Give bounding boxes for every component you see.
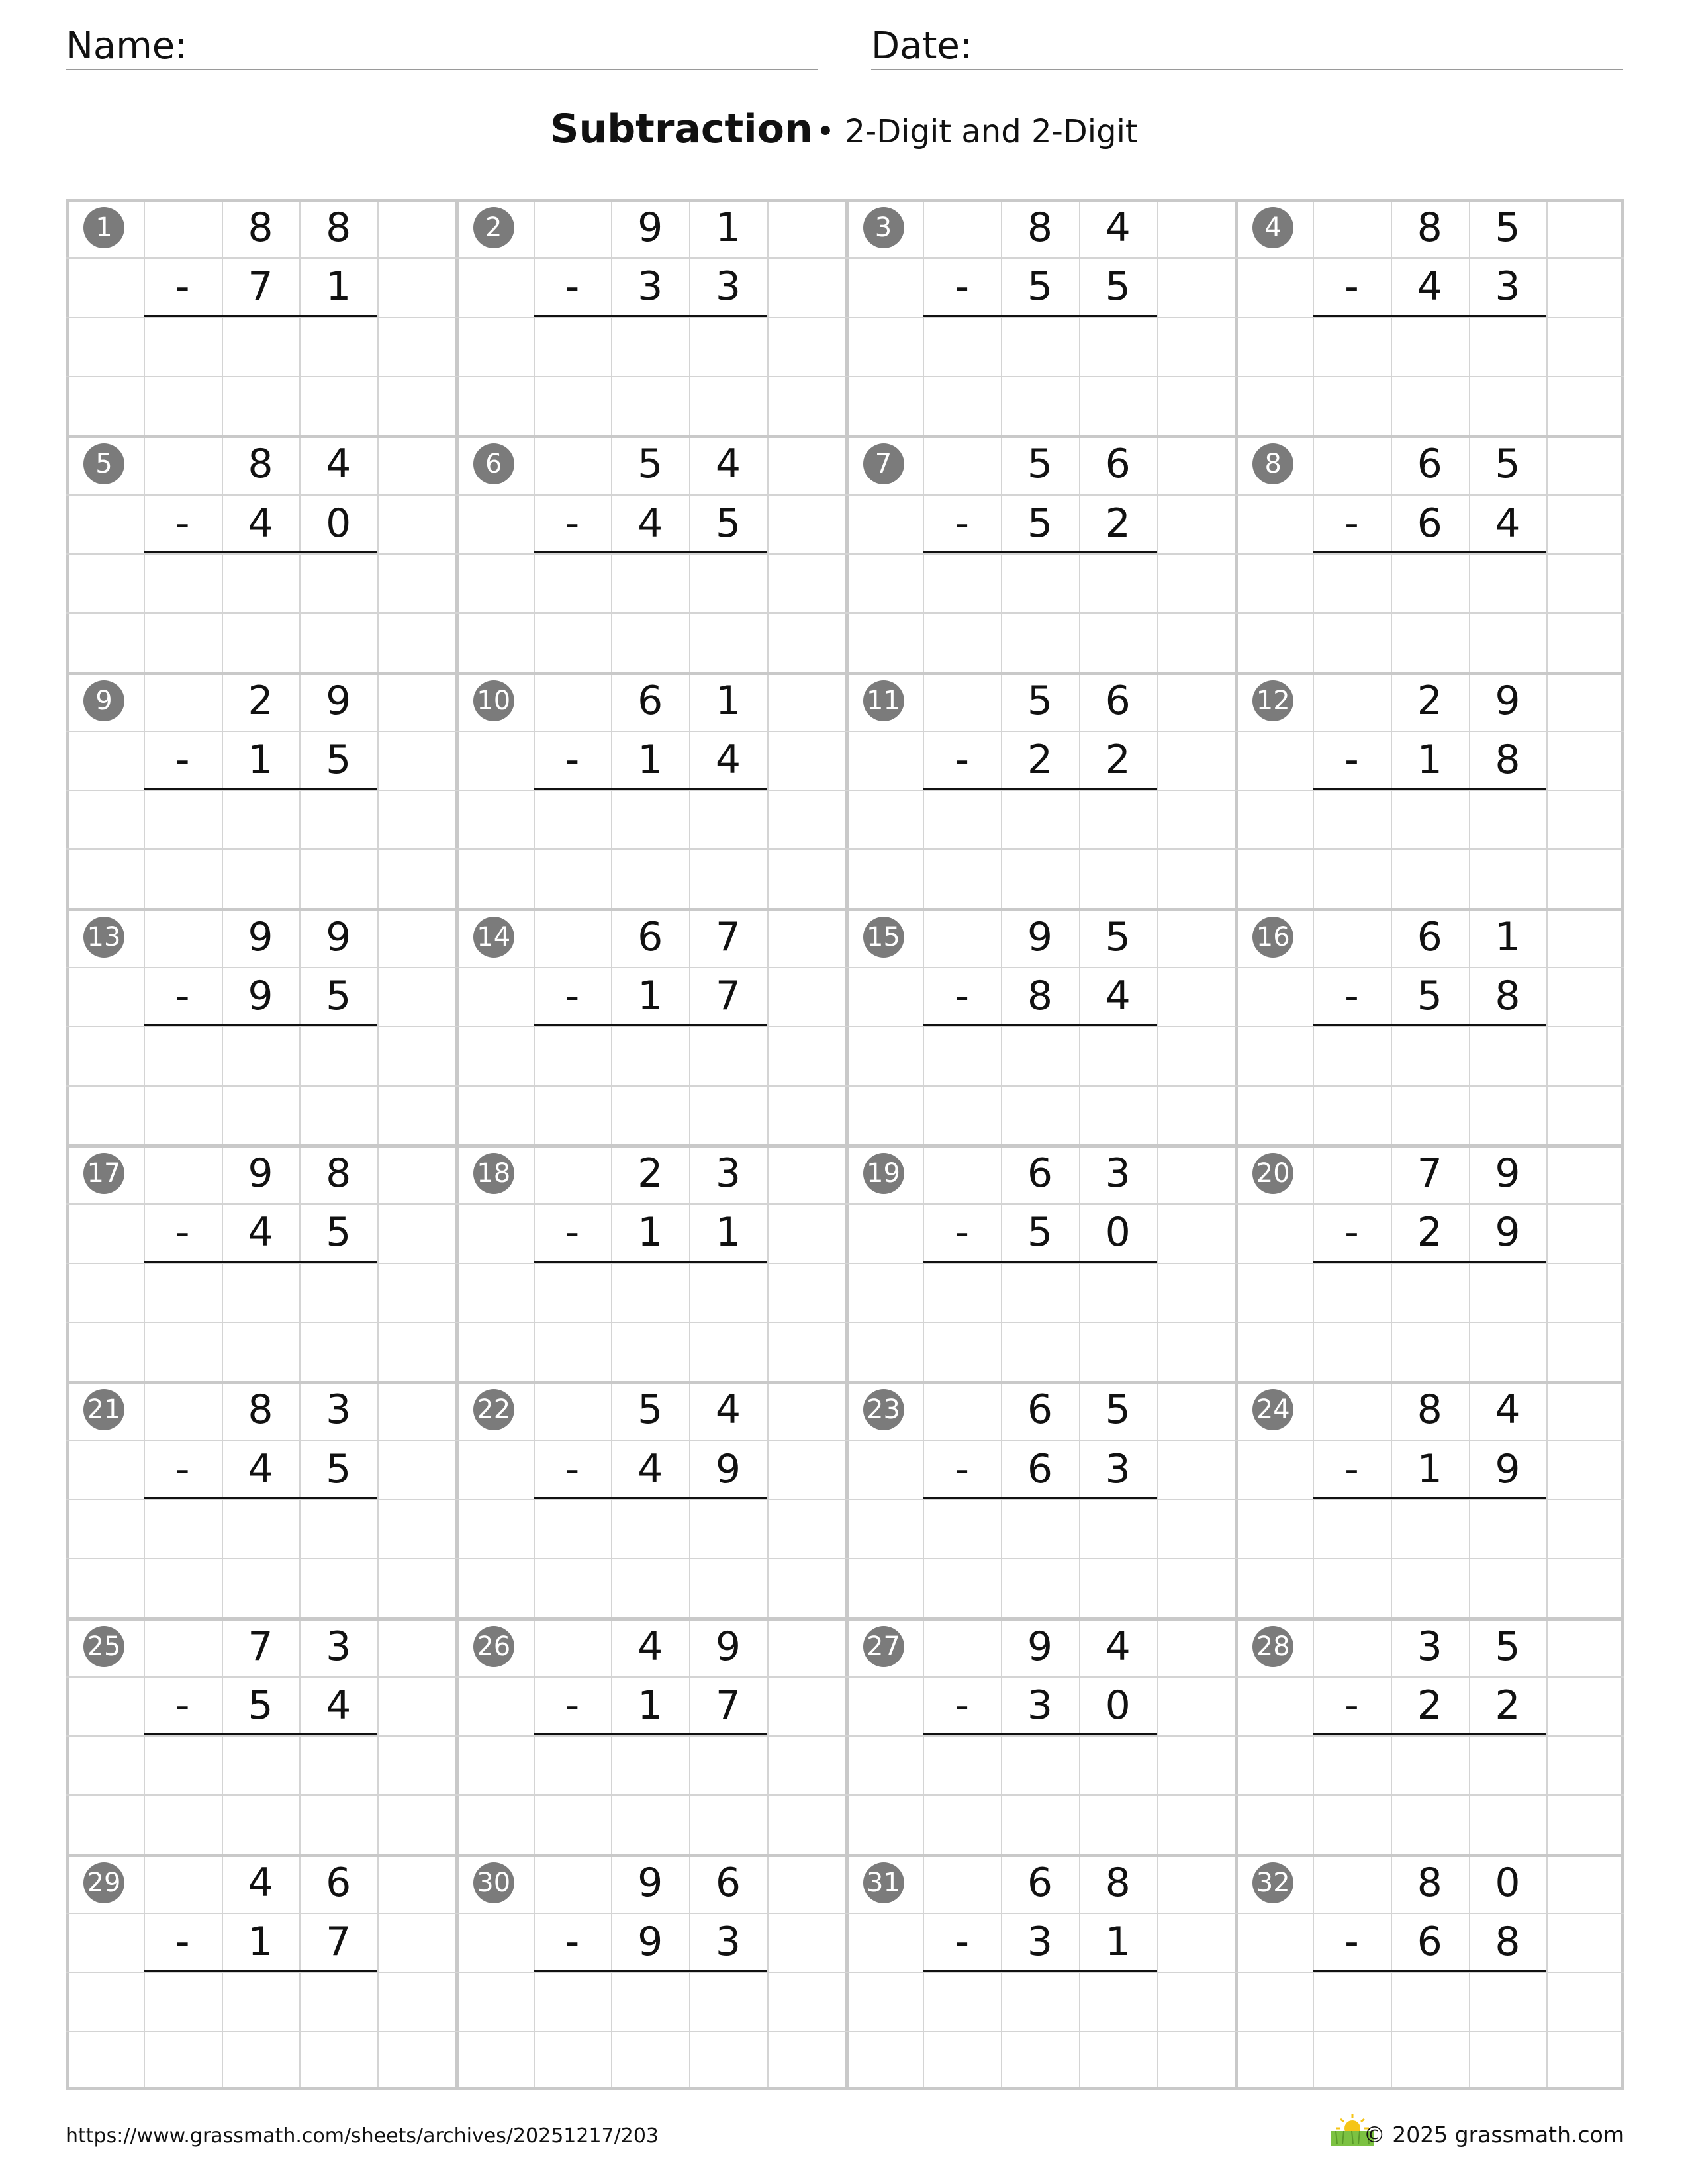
minuend-ones-digit: 7: [715, 913, 741, 960]
footer-url: https://www.grassmath.com/sheets/archives/20251217/203: [66, 2124, 659, 2148]
subtrahend-ones-digit: 8: [1495, 1919, 1521, 1966]
minus-sign: -: [955, 1919, 970, 1966]
subtrahend-tens-digit: 6: [1417, 1919, 1442, 1966]
answer-area[interactable]: [1313, 1026, 1546, 1144]
minuend-tens-digit: 5: [637, 441, 663, 488]
problem-number-badge: 4: [1252, 207, 1293, 248]
minuend-tens-digit: 5: [1027, 677, 1053, 724]
problem: [66, 1617, 455, 1853]
problem: [845, 672, 1235, 907]
minus-sign: -: [565, 1919, 580, 1966]
answer-area[interactable]: [144, 1026, 377, 1144]
minuend-tens-digit: 8: [248, 441, 273, 488]
problem-number-badge: 28: [1252, 1626, 1293, 1667]
minus-sign: -: [955, 1209, 970, 1256]
minuend-tens-digit: 5: [1027, 441, 1053, 488]
minus-sign: -: [955, 973, 970, 1020]
minus-sign: -: [1344, 973, 1359, 1020]
minuend-ones-digit: 6: [715, 1859, 741, 1906]
answer-area[interactable]: [534, 317, 767, 435]
problem: [66, 1854, 455, 2089]
minus-sign: -: [175, 973, 190, 1020]
problem-number-badge: 7: [863, 443, 904, 484]
subtrahend-tens-digit: 1: [637, 973, 663, 1020]
minuend-tens-digit: 6: [1027, 1387, 1053, 1433]
problem-number-badge: 6: [473, 443, 514, 484]
minuend-tens-digit: 7: [1417, 1150, 1442, 1197]
problem-number-badge: 15: [863, 917, 904, 958]
minuend-ones-digit: 9: [326, 913, 352, 960]
worksheet-grid: [66, 199, 1624, 2090]
answer-area[interactable]: [923, 1499, 1156, 1617]
problem: [455, 1381, 845, 1616]
subtrahend-ones-digit: 2: [1495, 1682, 1521, 1729]
answer-area[interactable]: [923, 1263, 1156, 1381]
minus-sign: -: [955, 263, 970, 310]
problem: [1235, 199, 1624, 434]
subtrahend-ones-digit: 3: [1105, 1445, 1131, 1492]
minuend-ones-digit: 0: [1495, 1859, 1521, 1906]
answer-area[interactable]: [144, 1499, 377, 1617]
subtrahend-tens-digit: 1: [637, 1682, 663, 1729]
subtrahend-tens-digit: 8: [1027, 973, 1053, 1020]
subtrahend-tens-digit: 4: [248, 1209, 273, 1256]
subtrahend-tens-digit: 1: [1417, 736, 1442, 783]
minuend-tens-digit: 6: [637, 913, 663, 960]
minuend-ones-digit: 4: [715, 441, 741, 488]
minus-sign: -: [1344, 1445, 1359, 1492]
subtrahend-ones-digit: 1: [715, 1209, 741, 1256]
date-label: Date:: [871, 24, 972, 68]
minus-sign: -: [1344, 1682, 1359, 1729]
problem-number-badge: 29: [83, 1862, 124, 1903]
problem: [845, 199, 1235, 434]
minuend-ones-digit: 6: [1105, 441, 1131, 488]
subtrahend-tens-digit: 9: [248, 973, 273, 1020]
problem-number-badge: 13: [83, 917, 124, 958]
answer-area[interactable]: [144, 1263, 377, 1381]
subtrahend-tens-digit: 2: [1417, 1682, 1442, 1729]
problem: [455, 1854, 845, 2089]
problem-number-badge: 11: [863, 680, 904, 721]
minuend-tens-digit: 4: [637, 1623, 663, 1670]
subtrahend-tens-digit: 5: [248, 1682, 273, 1729]
problem-number-badge: 18: [473, 1153, 514, 1194]
problem: [66, 672, 455, 907]
minuend-tens-digit: 5: [637, 1387, 663, 1433]
subtrahend-tens-digit: 5: [1027, 1209, 1053, 1256]
minuend-ones-digit: 4: [1105, 205, 1131, 251]
subtrahend-tens-digit: 3: [1027, 1682, 1053, 1729]
problem-number-badge: 27: [863, 1626, 904, 1667]
minuend-ones-digit: 4: [326, 441, 352, 488]
minuend-tens-digit: 6: [637, 677, 663, 724]
minuend-tens-digit: 7: [248, 1623, 273, 1670]
minuend-tens-digit: 6: [1027, 1150, 1053, 1197]
answer-area[interactable]: [1313, 317, 1546, 435]
minuend-ones-digit: 8: [326, 1150, 352, 1197]
problem: [845, 1144, 1235, 1380]
answer-area[interactable]: [534, 1026, 767, 1144]
subtrahend-ones-digit: 4: [715, 736, 741, 783]
subtrahend-tens-digit: 5: [1027, 500, 1053, 547]
subtrahend-ones-digit: 7: [715, 1682, 741, 1729]
minuend-ones-digit: 5: [1495, 441, 1521, 488]
answer-area[interactable]: [534, 1735, 767, 1854]
subtrahend-tens-digit: 1: [1417, 1445, 1442, 1492]
problem: [455, 672, 845, 907]
problem-number-badge: 30: [473, 1862, 514, 1903]
subtrahend-tens-digit: 6: [1027, 1445, 1053, 1492]
minuend-ones-digit: 8: [1105, 1859, 1131, 1906]
minuend-tens-digit: 2: [1417, 677, 1442, 724]
minus-sign: -: [955, 1682, 970, 1729]
problem: [1235, 1854, 1624, 2089]
subtrahend-ones-digit: 5: [715, 500, 741, 547]
minuend-ones-digit: 4: [1495, 1387, 1521, 1433]
problem: [455, 1144, 845, 1380]
minuend-tens-digit: 2: [637, 1150, 663, 1197]
minuend-ones-digit: 9: [326, 677, 352, 724]
problem-number-badge: 19: [863, 1153, 904, 1194]
minuend-tens-digit: 9: [248, 913, 273, 960]
problem-number-badge: 5: [83, 443, 124, 484]
subtrahend-tens-digit: 4: [248, 1445, 273, 1492]
date-field[interactable]: [871, 24, 1623, 70]
minuend-ones-digit: 5: [1495, 205, 1521, 251]
problem: [455, 908, 845, 1144]
minuend-tens-digit: 8: [1417, 1859, 1442, 1906]
subtrahend-tens-digit: 1: [637, 1209, 663, 1256]
subtrahend-tens-digit: 4: [637, 1445, 663, 1492]
subtrahend-tens-digit: 4: [1417, 263, 1442, 310]
problem-number-badge: 31: [863, 1862, 904, 1903]
minuend-ones-digit: 4: [715, 1387, 741, 1433]
minuend-tens-digit: 8: [248, 1387, 273, 1433]
subtrahend-tens-digit: 2: [1417, 1209, 1442, 1256]
subtrahend-tens-digit: 1: [248, 1919, 273, 1966]
name-label: Name:: [66, 24, 188, 68]
problem-number-badge: 20: [1252, 1153, 1293, 1194]
subtrahend-tens-digit: 1: [637, 736, 663, 783]
answer-area[interactable]: [1313, 553, 1546, 672]
minuend-tens-digit: 9: [637, 205, 663, 251]
subtrahend-ones-digit: 1: [1105, 1919, 1131, 1966]
minus-sign: -: [1344, 1919, 1359, 1966]
minuend-tens-digit: 4: [248, 1859, 273, 1906]
problem-number-badge: 1: [83, 207, 124, 248]
subtrahend-ones-digit: 2: [1105, 736, 1131, 783]
minuend-ones-digit: 1: [715, 205, 741, 251]
minuend-ones-digit: 8: [326, 205, 352, 251]
subtrahend-ones-digit: 0: [326, 500, 352, 547]
subtrahend-ones-digit: 9: [715, 1445, 741, 1492]
minuend-ones-digit: 5: [1495, 1623, 1521, 1670]
subtrahend-tens-digit: 9: [637, 1919, 663, 1966]
subtrahend-ones-digit: 5: [1105, 263, 1131, 310]
minuend-tens-digit: 8: [1027, 205, 1053, 251]
minuend-ones-digit: 1: [1495, 913, 1521, 960]
minus-sign: -: [955, 736, 970, 783]
minus-sign: -: [565, 263, 580, 310]
minuend-tens-digit: 8: [248, 205, 273, 251]
subtrahend-ones-digit: 4: [1105, 973, 1131, 1020]
problem: [66, 435, 455, 670]
subtrahend-ones-digit: 3: [1495, 263, 1521, 310]
subtrahend-tens-digit: 2: [1027, 736, 1053, 783]
subtrahend-ones-digit: 8: [1495, 736, 1521, 783]
answer-area[interactable]: [923, 553, 1156, 672]
problem: [66, 1381, 455, 1616]
answer-area[interactable]: [144, 1735, 377, 1854]
subtrahend-ones-digit: 4: [326, 1682, 352, 1729]
problem: [845, 1381, 1235, 1616]
minuend-tens-digit: 2: [248, 677, 273, 724]
minus-sign: -: [1344, 263, 1359, 310]
subtrahend-ones-digit: 5: [326, 973, 352, 1020]
subtrahend-ones-digit: 7: [326, 1919, 352, 1966]
minuend-ones-digit: 3: [326, 1387, 352, 1433]
problem: [1235, 1617, 1624, 1853]
subtrahend-tens-digit: 1: [248, 736, 273, 783]
problem-number-badge: 24: [1252, 1389, 1293, 1430]
answer-area[interactable]: [1313, 1499, 1546, 1617]
minuend-ones-digit: 9: [715, 1623, 741, 1670]
minus-sign: -: [175, 1445, 190, 1492]
minuend-tens-digit: 8: [1417, 205, 1442, 251]
answer-area[interactable]: [534, 1499, 767, 1617]
minus-sign: -: [175, 1919, 190, 1966]
answer-area[interactable]: [923, 317, 1156, 435]
minuend-ones-digit: 6: [326, 1859, 352, 1906]
problem: [1235, 1144, 1624, 1380]
subtrahend-ones-digit: 5: [326, 1209, 352, 1256]
problem: [845, 1617, 1235, 1853]
minuend-ones-digit: 3: [715, 1150, 741, 1197]
minus-sign: -: [175, 1209, 190, 1256]
minus-sign: -: [565, 1445, 580, 1492]
problem: [66, 1144, 455, 1380]
answer-area[interactable]: [534, 790, 767, 908]
problem-number-badge: 2: [473, 207, 514, 248]
subtrahend-ones-digit: 5: [326, 1445, 352, 1492]
subtrahend-ones-digit: 1: [326, 263, 352, 310]
problem-number-badge: 26: [473, 1626, 514, 1667]
subtrahend-ones-digit: 3: [715, 1919, 741, 1966]
problem: [455, 199, 845, 434]
subtrahend-ones-digit: 3: [715, 263, 741, 310]
minuend-ones-digit: 9: [1495, 1150, 1521, 1197]
minus-sign: -: [175, 736, 190, 783]
problem-number-badge: 32: [1252, 1862, 1293, 1903]
problem-number-badge: 25: [83, 1626, 124, 1667]
subtrahend-tens-digit: 4: [637, 500, 663, 547]
minus-sign: -: [565, 1209, 580, 1256]
problem-number-badge: 22: [473, 1389, 514, 1430]
problem: [455, 435, 845, 670]
subtrahend-tens-digit: 4: [248, 500, 273, 547]
problem-number-badge: 9: [83, 680, 124, 721]
answer-area[interactable]: [534, 1263, 767, 1381]
subtrahend-tens-digit: 6: [1417, 500, 1442, 547]
answer-area[interactable]: [144, 1972, 377, 2090]
minus-sign: -: [565, 973, 580, 1020]
answer-area[interactable]: [1313, 1735, 1546, 1854]
subtrahend-ones-digit: 9: [1495, 1445, 1521, 1492]
minuend-tens-digit: 3: [1417, 1623, 1442, 1670]
problem: [845, 908, 1235, 1144]
minus-sign: -: [565, 500, 580, 547]
subtrahend-ones-digit: 7: [715, 973, 741, 1020]
minuend-ones-digit: 6: [1105, 677, 1131, 724]
minuend-tens-digit: 9: [248, 1150, 273, 1197]
subtrahend-ones-digit: 4: [1495, 500, 1521, 547]
minuend-ones-digit: 5: [1105, 913, 1131, 960]
page-title: [0, 106, 1688, 152]
minus-sign: -: [175, 263, 190, 310]
minuend-ones-digit: 1: [715, 677, 741, 724]
subtrahend-tens-digit: 7: [248, 263, 273, 310]
problem-number-badge: 14: [473, 917, 514, 958]
answer-area[interactable]: [534, 553, 767, 672]
problem: [455, 1617, 845, 1853]
answer-area[interactable]: [1313, 1263, 1546, 1381]
problem: [845, 1854, 1235, 2089]
problem-number-badge: 3: [863, 207, 904, 248]
problem-number-badge: 23: [863, 1389, 904, 1430]
problem: [1235, 1381, 1624, 1616]
answer-area[interactable]: [923, 1735, 1156, 1854]
problem-number-badge: 17: [83, 1153, 124, 1194]
problem: [1235, 908, 1624, 1144]
minuend-tens-digit: 9: [1027, 1623, 1053, 1670]
title-subtitle: • 2-Digit and 2-Digit: [816, 113, 1138, 150]
footer-copyright: © 2025 grassmath.com: [1363, 2122, 1624, 2148]
minus-sign: -: [955, 1445, 970, 1492]
answer-area[interactable]: [144, 790, 377, 908]
minuend-ones-digit: 3: [1105, 1150, 1131, 1197]
subtrahend-tens-digit: 3: [637, 263, 663, 310]
answer-area[interactable]: [1313, 1972, 1546, 2090]
minus-sign: -: [1344, 1209, 1359, 1256]
answer-area[interactable]: [144, 553, 377, 672]
answer-area[interactable]: [923, 790, 1156, 908]
minuend-tens-digit: 8: [1417, 1387, 1442, 1433]
minus-sign: -: [1344, 736, 1359, 783]
problem: [66, 199, 455, 434]
minuend-tens-digit: 9: [1027, 913, 1053, 960]
minuend-ones-digit: 5: [1105, 1387, 1131, 1433]
answer-area[interactable]: [534, 1972, 767, 2090]
minuend-tens-digit: 9: [637, 1859, 663, 1906]
subtrahend-tens-digit: 5: [1417, 973, 1442, 1020]
problem-number-badge: 8: [1252, 443, 1293, 484]
subtrahend-ones-digit: 5: [326, 736, 352, 783]
minuend-ones-digit: 4: [1105, 1623, 1131, 1670]
problem: [1235, 672, 1624, 907]
answer-area[interactable]: [1313, 790, 1546, 908]
minus-sign: -: [955, 500, 970, 547]
answer-area[interactable]: [923, 1972, 1156, 2090]
problem: [1235, 435, 1624, 670]
minus-sign: -: [565, 736, 580, 783]
problem-number-badge: 12: [1252, 680, 1293, 721]
subtrahend-ones-digit: 0: [1105, 1209, 1131, 1256]
minuend-tens-digit: 6: [1417, 441, 1442, 488]
name-field[interactable]: [66, 24, 818, 70]
subtrahend-ones-digit: 8: [1495, 973, 1521, 1020]
subtrahend-ones-digit: 0: [1105, 1682, 1131, 1729]
subtrahend-tens-digit: 3: [1027, 1919, 1053, 1966]
problem: [845, 435, 1235, 670]
subtrahend-ones-digit: 9: [1495, 1209, 1521, 1256]
subtrahend-tens-digit: 5: [1027, 263, 1053, 310]
problem-number-badge: 16: [1252, 917, 1293, 958]
problem-number-badge: 10: [473, 680, 514, 721]
problem: [66, 908, 455, 1144]
subtrahend-ones-digit: 2: [1105, 500, 1131, 547]
minuend-tens-digit: 6: [1027, 1859, 1053, 1906]
minus-sign: -: [175, 500, 190, 547]
title-main: Subtraction: [550, 106, 813, 152]
problem-number-badge: 21: [83, 1389, 124, 1430]
answer-area[interactable]: [923, 1026, 1156, 1144]
minuend-ones-digit: 3: [326, 1623, 352, 1670]
minuend-tens-digit: 6: [1417, 913, 1442, 960]
minus-sign: -: [175, 1682, 190, 1729]
minuend-ones-digit: 9: [1495, 677, 1521, 724]
minus-sign: -: [565, 1682, 580, 1729]
answer-area[interactable]: [144, 317, 377, 435]
minus-sign: -: [1344, 500, 1359, 547]
